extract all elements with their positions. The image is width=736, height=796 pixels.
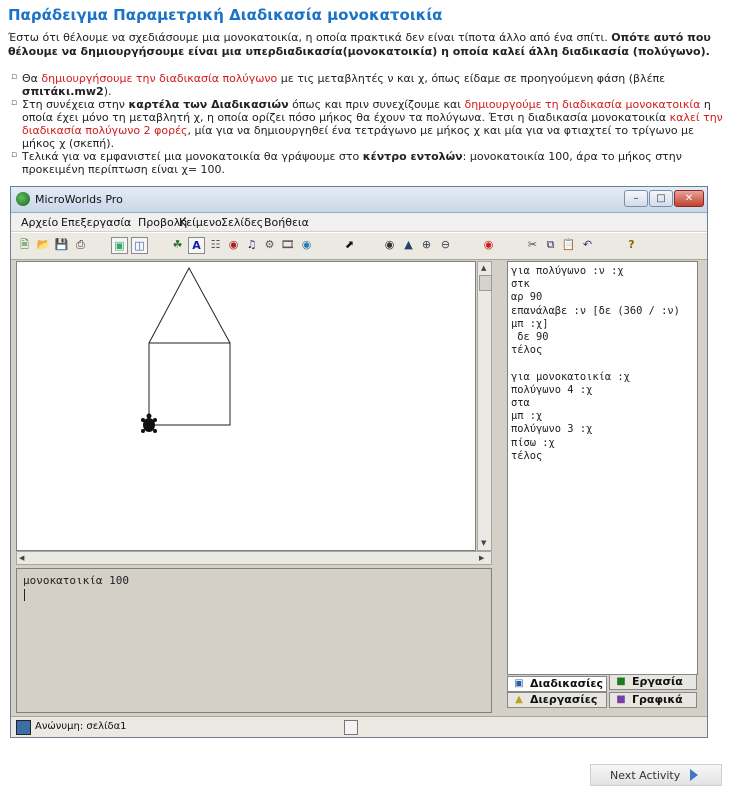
text-box-icon[interactable]: A [188,237,205,254]
menu-bar [11,213,707,231]
next-activity-label: Next Activity [610,769,681,782]
house-drawing [17,262,475,550]
intro-paragraph [8,31,724,58]
minimize-button[interactable]: – [624,190,648,207]
maximize-button[interactable]: □ [649,190,673,207]
open-icon[interactable]: 📂 [36,238,51,251]
stop-all-icon[interactable]: ◉ [483,238,494,251]
page-title: Παράδειγμα Παραμετρική Διαδικασία μονοκατοικία [8,6,443,24]
project-tab-icon: ■ [616,676,626,687]
eye-view-icon[interactable]: ◉ [384,238,395,251]
instruction-text: Θα [22,72,42,85]
menu-view[interactable]: Προβολή [138,216,188,229]
command-center[interactable] [16,568,492,713]
zoom-out-icon[interactable]: ⊖ [440,238,451,251]
menu-edit[interactable]: Επεξεργασία [61,216,132,229]
web-icon[interactable]: ◉ [301,238,312,251]
sound-icon[interactable]: ⚙ [264,238,275,251]
instruction-item [8,98,724,150]
undo-icon[interactable]: ↶ [582,238,593,251]
instruction-text: όπως και πριν συνεχίζουμε και [288,98,465,111]
status-text: Ανώνυμη: σελίδα1 [35,721,127,732]
close-button[interactable]: ✕ [674,190,704,207]
print-icon[interactable]: ⎙ [76,238,85,251]
instruction-text: κέντρο εντολών [362,150,463,163]
drawing-canvas[interactable] [16,261,476,551]
help-icon[interactable]: ? [628,238,635,251]
status-bar [11,716,707,737]
menu-file[interactable]: Αρχείο [21,216,59,229]
tab-project-label: Εργασία [632,675,683,688]
scroll-up-icon[interactable]: ▲ [481,264,487,272]
window-titlebar[interactable] [11,187,707,213]
instruction-text: Στη συνέχεια στην [22,98,129,111]
present-mode-icon[interactable]: ▣ [111,237,128,254]
procedures-code[interactable]: για πολύγωνο :ν :χ στκ αρ 90 επανάλαβε :ν [δε (360 / :ν) μπ :χ] δε 90 τέλος για μονοκατοικία :χ πολύγωνο 4 :χ στα μπ :χ πολύγωνο 3 :χ πίσω :χ τέλος [511,265,680,462]
house-square [149,343,230,425]
intro-text: Έστω ότι θέλουμε να σχεδιάσουμε μια μονοκατοικία, η οποία πρακτικά δεν είναι τίποτα άλλο από ένα σπίτι. [8,31,612,44]
intro-bold-text: Οπότε αυτό που θέλουμε να δημιουργήσουμε είναι μια υπερδιαδικασία(μονοκατοικία) η οποία καλεί άλλη διαδικασία (πολύγωνο). [8,31,711,58]
cut-icon[interactable]: ✂ [527,238,538,251]
microworlds-logo-icon [16,192,30,206]
music-icon[interactable]: ♫ [246,238,257,251]
tab-project[interactable] [609,674,697,690]
toolbar [11,232,707,260]
microworlds-window [10,186,708,738]
scroll-down-icon[interactable]: ▼ [481,539,487,547]
processes-tab-icon: ▲ [515,694,523,705]
pointer-tool-icon[interactable]: ⬈ [344,238,355,251]
procedures-pane[interactable] [507,261,698,675]
procedures-tab-icon: ▣ [514,678,524,689]
turtle-icon[interactable] [141,414,157,434]
instruction-item [8,72,724,98]
instruction-text: , μία για να δημιουργηθεί ένα τετράγωνο με μήκος χ και μία για να φτιαχτεί το τρίγωνο με μήκος χ (σκεπή). [22,124,695,150]
tab-procedures-label: Διαδικασίες [530,677,604,690]
notes-icon[interactable] [344,720,358,735]
menu-pages[interactable]: Σελίδες [221,216,264,229]
instruction-item [8,150,724,176]
tab-processes[interactable] [507,692,607,708]
split-view-icon[interactable]: ◫ [131,237,148,254]
canvas-vertical-scrollbar[interactable] [477,261,492,551]
menu-help[interactable]: Βοήθεια [264,216,309,229]
scroll-thumb[interactable] [479,275,492,291]
tab-processes-label: Διεργασίες [530,693,598,706]
instruction-text: δημιουργούμε τη διαδικασία μονοκατοικία [464,98,701,111]
instruction-text: με τις μεταβλητές ν και χ, όπως είδαμε σε προηγούμενη φάση (βλέπε [277,72,666,85]
instruction-text: ). [103,85,112,98]
copy-icon[interactable]: ⧉ [546,238,555,251]
house-roof [149,268,230,343]
new-turtle-icon[interactable]: ☘ [172,238,183,251]
instruction-text: η οποία έχει μόνο τη μεταβλητή χ, η οποία ορίζει πόσο μήκος θα έχουν τα πολύγωνα. Έτσι η διαδικασία μονοκατοικία [22,98,711,124]
canvas-horizontal-scrollbar[interactable] [16,551,492,565]
stamp-icon[interactable]: ▲ [404,238,413,251]
instruction-text: σπιτάκι.mw2 [22,85,104,98]
scroll-right-icon[interactable]: ▶ [479,554,485,562]
paste-icon[interactable]: 📋 [561,238,576,251]
tab-graphics[interactable] [609,692,697,708]
new-page-icon[interactable]: 🗎 [20,238,29,251]
eye-tool-icon[interactable]: ◉ [228,238,239,251]
zoom-in-icon[interactable]: ⊕ [421,238,432,251]
menu-text[interactable]: Κείμενο [179,216,222,229]
save-icon[interactable]: 💾 [54,238,69,251]
scroll-left-icon[interactable]: ◀ [19,554,25,562]
instruction-text: : μονοκατοικία 100, άρα το μήκος στην προκειμένη περίπτωση είναι χ= 100. [22,150,682,176]
graphics-tab-icon: ■ [616,694,626,705]
command-center-text[interactable]: μονοκατοικία 100 [23,574,129,587]
instruction-list [8,72,724,176]
window-title: MicroWorlds Pro [35,193,123,206]
text-caret [24,589,25,601]
next-arrow-icon [690,769,698,781]
instruction-text: καλεί την διαδικασία πολύγωνο 2 φορές [22,111,723,137]
tab-procedures[interactable] [507,676,607,692]
button-tool-icon[interactable]: ☷ [210,238,221,251]
video-icon[interactable]: 🎞 [280,238,295,251]
next-activity-button[interactable] [590,764,722,786]
page-icon[interactable] [16,720,31,735]
instruction-text: δημιουργήσουμε την διαδικασία πολύγωνο [41,72,278,85]
instruction-text: καρτέλα των Διαδικασιών [128,98,289,111]
tab-graphics-label: Γραφικά [632,693,683,706]
instruction-text: Τελικά για να εμφανιστεί μια μονοκατοικία θα γράψουμε στο [22,150,363,163]
